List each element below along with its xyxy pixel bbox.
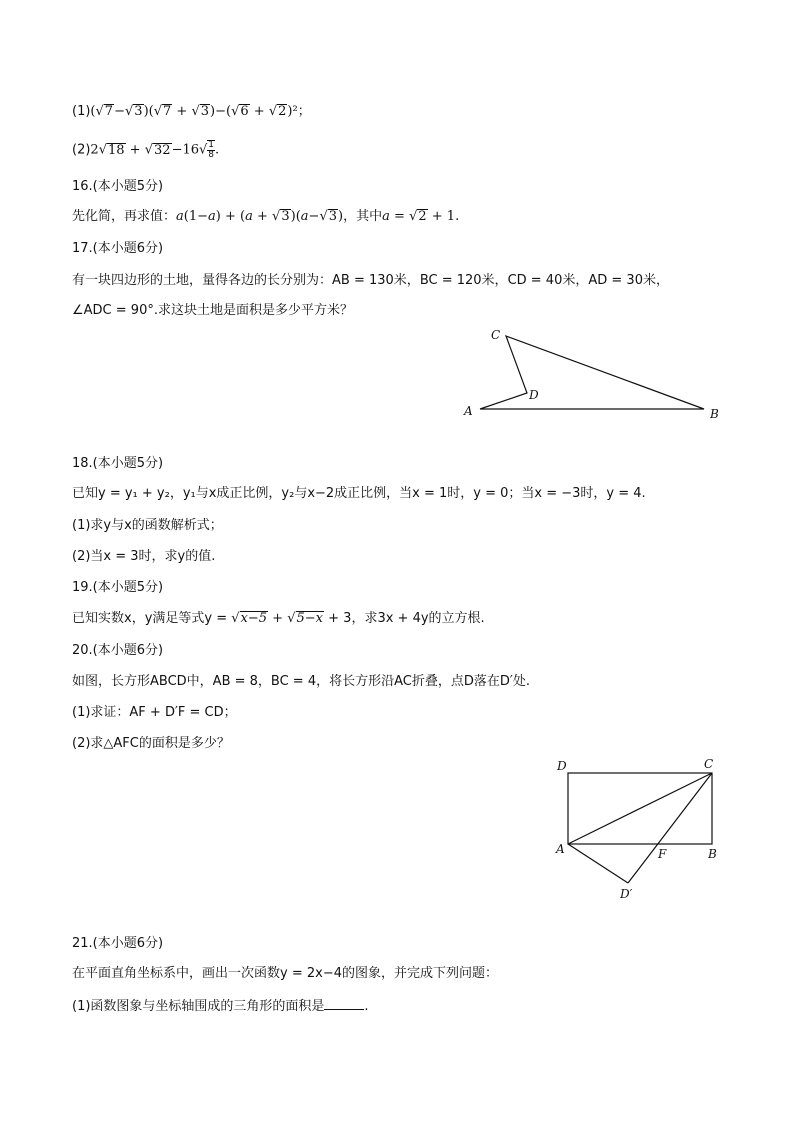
problem-17-text-2: ∠ADC = 90°.求这块土地是面积是多少平方米？ — [72, 303, 353, 318]
problem-18-text: 已知y = y₁ + y₂，y₁与x成正比例，y₂与x−2成正比例，当x = 1时，y = 0；当x = −3时，y = 4. — [72, 486, 646, 501]
problem-16-text: 先化简，再求值：a(1−a) + (a + √3)(a−√3)，其中a = √2 + 1. — [72, 209, 460, 224]
problem-16-heading: 16.(本小题5分) — [72, 179, 164, 194]
problem-21-text: 在平面直角坐标系中，画出一次函数y = 2x−4的图象，并完成下列问题： — [72, 966, 498, 981]
problem-20-part-1: (1)求证：AF + D′F = CD； — [72, 705, 237, 720]
fig17-label-c: C — [491, 328, 501, 342]
problem-20-heading: 20.(本小题6分) — [72, 643, 164, 658]
problem-18-part-2: (2)当x = 3时，求y的值. — [72, 549, 216, 564]
fig20-label-dprime: D′ — [620, 887, 633, 901]
fig17-label-a: A — [464, 404, 473, 418]
fig17-label-b: B — [710, 407, 719, 421]
problem-18-heading: 18.(本小题5分) — [72, 456, 164, 471]
problem-15-part-2: (2)2√18 + √32−16√ $\frac{1}{8}$ . — [72, 140, 220, 160]
answer-blank[interactable] — [324, 997, 364, 1010]
problem-19-heading: 19.(本小题5分) — [72, 580, 164, 595]
problem-17-text-1: 有一块四边形的土地，量得各边的长分别为：AB = 130米，BC = 120米，CD = 40米，AD = 30米， — [72, 273, 669, 288]
problem-15-part-1: (1)(√7−√3)(√7 + √3)−(√6 + √2)²； — [72, 104, 311, 119]
fig20-label-b: B — [708, 847, 717, 861]
problem-21-part-1: (1)函数图象与坐标轴围成的三角形的面积是 . — [72, 999, 369, 1014]
problem-18-part-1: (1)求y与x的函数解析式； — [72, 518, 223, 533]
problem-21-heading: 21.(本小题6分) — [72, 936, 164, 951]
problem-17-heading: 17.(本小题6分) — [72, 241, 164, 256]
problem-17-figure — [455, 322, 735, 427]
problem-20-figure — [548, 752, 728, 904]
fig20-label-c: C — [704, 757, 714, 771]
problem-19-text: 已知实数x，y满足等式y = √x−5 + √5−x + 3，求3x + 4y的立方根. — [72, 611, 485, 626]
problem-20-text: 如图，长方形ABCD中，AB = 8，BC = 4，将长方形沿AC折叠，点D落在D′处. — [72, 674, 530, 689]
problem-20-part-2: (2)求△AFC的面积是多少？ — [72, 736, 230, 751]
fig20-label-d: D — [557, 759, 567, 773]
fig20-label-f: F — [658, 847, 667, 861]
fig20-label-a: A — [556, 842, 565, 856]
fig17-label-d: D — [529, 388, 539, 402]
